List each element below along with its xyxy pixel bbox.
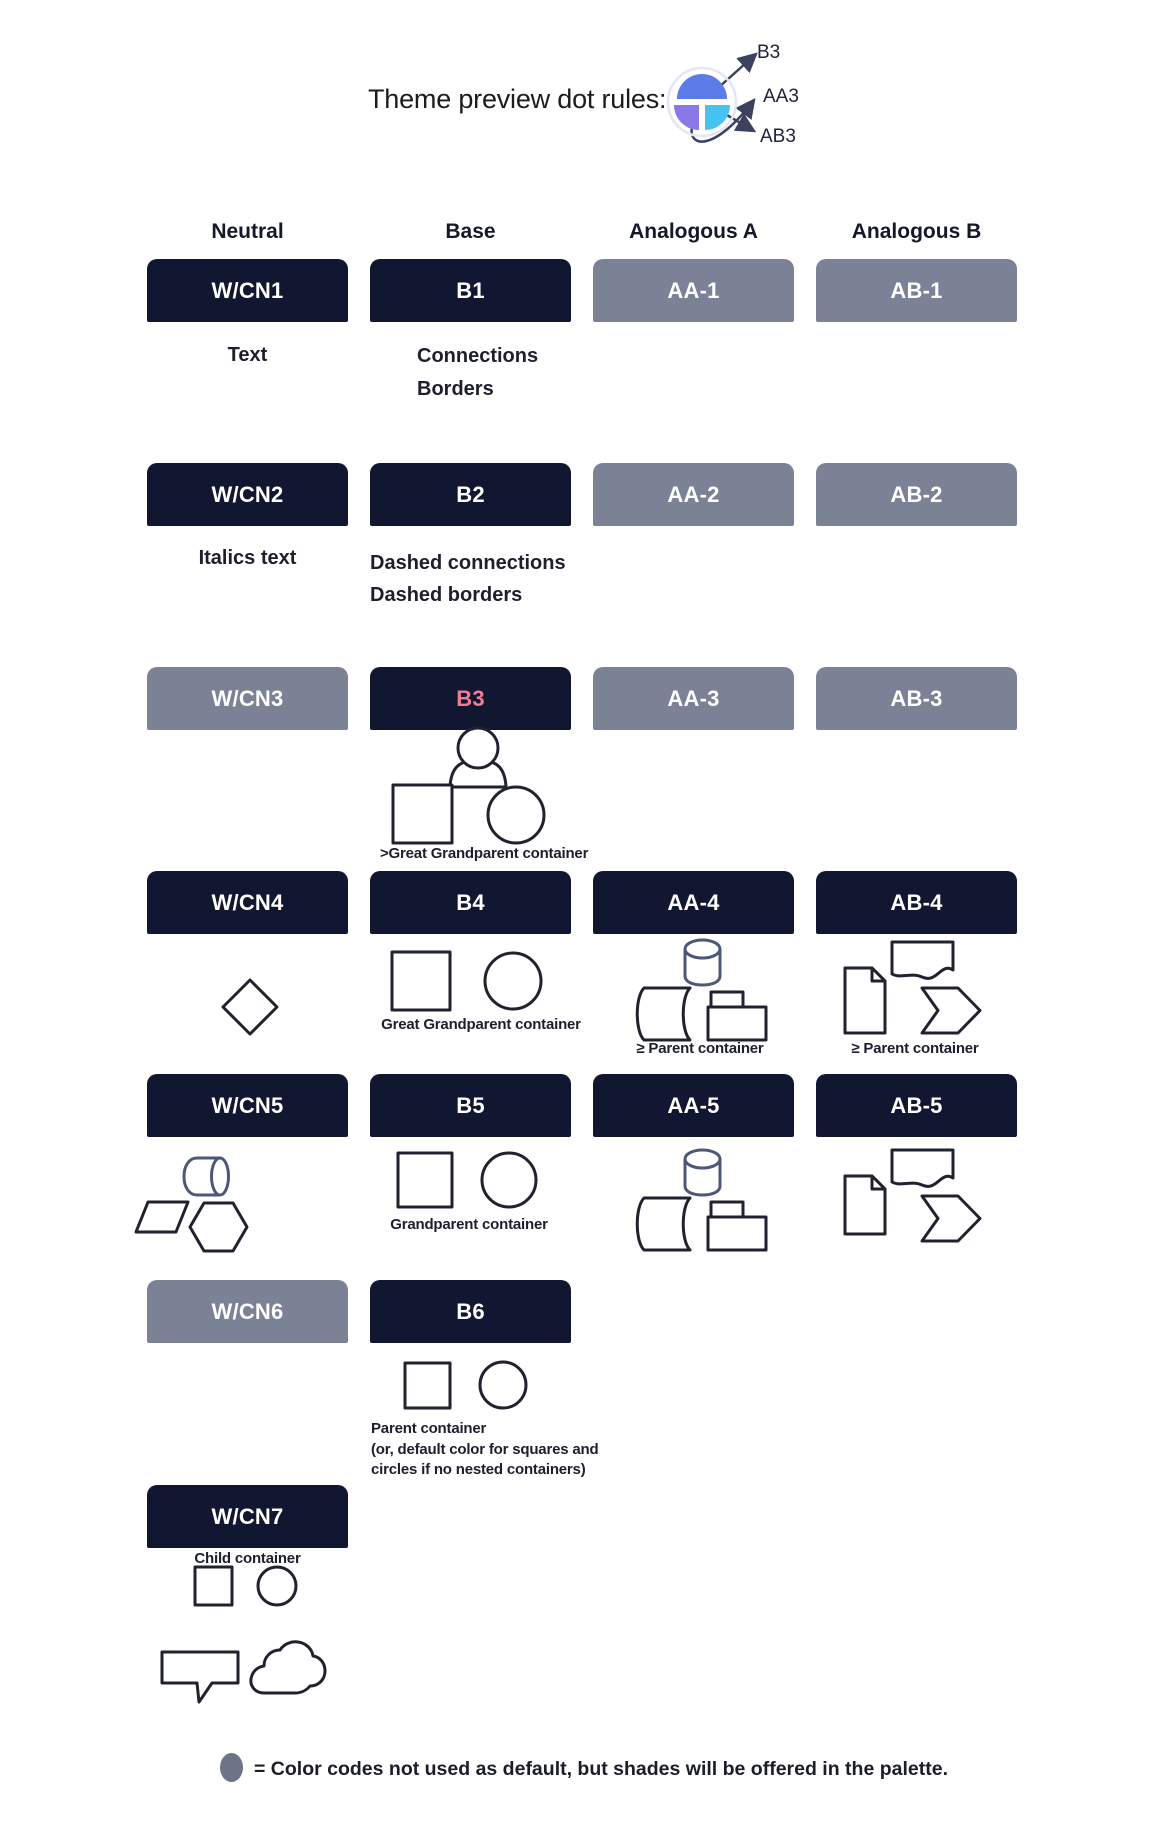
swatch-b2: B2 — [370, 463, 571, 526]
b4-shape-cluster — [390, 950, 550, 1012]
column-header-analogous-b: Analogous B — [851, 220, 982, 243]
speech-bubble-icon — [162, 1652, 238, 1702]
cloud-icon — [251, 1642, 325, 1693]
horizontal-cylinder-cap-icon — [212, 1158, 229, 1195]
ab5-shape-cluster — [840, 1144, 982, 1244]
caption-b5: Grandparent container — [390, 1216, 548, 1233]
note-b2-line1: Dashed connections — [370, 552, 566, 574]
swatch-aa5: AA-5 — [593, 1074, 794, 1137]
caption-b3: >Great Grandparent container — [380, 845, 589, 862]
folder-tab-icon — [711, 1202, 743, 1217]
swatch-b3: B3 — [370, 667, 571, 730]
swatch-wcn6: W/CN6 — [147, 1280, 348, 1343]
wcn7-extra-shape-cluster — [160, 1636, 332, 1704]
square-icon — [405, 1363, 450, 1408]
wavy-document-icon — [892, 1150, 953, 1186]
wcn7-shape-cluster — [192, 1565, 300, 1609]
page-title: Theme preview dot rules: — [368, 84, 667, 114]
column-header-base: Base — [445, 220, 496, 243]
stored-data-icon — [637, 988, 690, 1040]
swatch-wcn5: W/CN5 — [147, 1074, 348, 1137]
hexagon-icon — [190, 1203, 247, 1251]
person-head-icon — [458, 728, 498, 768]
swatch-aa2: AA-2 — [593, 463, 794, 526]
square-icon — [393, 785, 452, 843]
b3-shape-cluster — [388, 726, 553, 846]
swatch-aa3: AA-3 — [593, 667, 794, 730]
chevron-icon — [922, 1196, 980, 1241]
caption-aa4: ≥ Parent container — [636, 1040, 764, 1057]
dot-top-half — [677, 74, 727, 99]
wavy-document-icon — [892, 942, 953, 978]
aa4-shape-cluster — [628, 936, 770, 1042]
note-b1-line2: Borders — [417, 378, 494, 400]
swatch-ab1: AB-1 — [816, 259, 1017, 322]
dot-label-ab3: AB3 — [760, 126, 796, 147]
cylinder-top-icon — [685, 1150, 720, 1168]
caption-wcn7: Child container — [194, 1550, 301, 1567]
circle-icon — [488, 787, 544, 843]
swatch-aa1: AA-1 — [593, 259, 794, 322]
swatch-b6: B6 — [370, 1280, 571, 1343]
legend-dot-icon — [220, 1753, 243, 1782]
b5-shape-cluster — [395, 1151, 540, 1209]
circle-icon — [480, 1362, 526, 1408]
caption-b4: Great Grandparent container — [381, 1016, 581, 1033]
stored-data-icon — [637, 1198, 690, 1250]
swatch-b1: B1 — [370, 259, 571, 322]
folder-icon — [708, 1007, 766, 1040]
square-icon — [392, 952, 450, 1010]
parallelogram-icon — [136, 1202, 188, 1232]
note-b2-line2: Dashed borders — [370, 584, 523, 606]
swatch-wcn7: W/CN7 — [147, 1485, 348, 1548]
swatch-ab3: AB-3 — [816, 667, 1017, 730]
folder-tab-icon — [711, 992, 743, 1007]
folder-icon — [708, 1217, 766, 1250]
caption-b6-line1: Parent container — [371, 1420, 487, 1437]
swatch-wcn4: W/CN4 — [147, 871, 348, 934]
swatch-ab4: AB-4 — [816, 871, 1017, 934]
legend-text: = Color codes not used as default, but shades will be offered in the palette. — [254, 1758, 948, 1780]
swatch-wcn2: W/CN2 — [147, 463, 348, 526]
dot-label-b3: B3 — [757, 42, 781, 63]
caption-b6-line2: (or, default color for squares and — [371, 1441, 599, 1458]
wcn4-shape-cluster — [220, 977, 280, 1037]
swatch-wcn1: W/CN1 — [147, 259, 348, 322]
ab4-shape-cluster — [840, 936, 982, 1036]
square-icon — [195, 1567, 232, 1605]
diamond-icon — [223, 980, 277, 1034]
chevron-icon — [922, 988, 980, 1033]
note-b1-line1: Connections — [417, 345, 539, 367]
circle-icon — [485, 953, 541, 1009]
swatch-b5: B5 — [370, 1074, 571, 1137]
caption-ab4: ≥ Parent container — [851, 1040, 979, 1057]
note-wcn2: Italics text — [198, 547, 297, 569]
note-wcn1: Text — [227, 344, 268, 366]
column-header-analogous-a: Analogous A — [629, 220, 758, 243]
swatch-aa4: AA-4 — [593, 871, 794, 934]
circle-icon — [482, 1153, 536, 1207]
swatch-ab5: AB-5 — [816, 1074, 1017, 1137]
square-icon — [398, 1153, 452, 1207]
dot-label-aa3: AA3 — [763, 86, 799, 107]
caption-b6-line3: circles if no nested containers) — [371, 1461, 586, 1478]
circle-icon — [258, 1567, 296, 1605]
wcn5-shape-cluster — [130, 1150, 252, 1256]
aa5-shape-cluster — [628, 1146, 770, 1252]
file-fold-icon — [872, 1176, 885, 1189]
cylinder-top-icon — [685, 940, 720, 958]
swatch-ab2: AB-2 — [816, 463, 1017, 526]
file-fold-icon — [872, 968, 885, 981]
swatch-b4: B4 — [370, 871, 571, 934]
column-header-neutral: Neutral — [211, 220, 284, 243]
swatch-wcn3: W/CN3 — [147, 667, 348, 730]
b6-shape-cluster — [400, 1360, 530, 1410]
arrow-to-b3 — [718, 54, 756, 88]
